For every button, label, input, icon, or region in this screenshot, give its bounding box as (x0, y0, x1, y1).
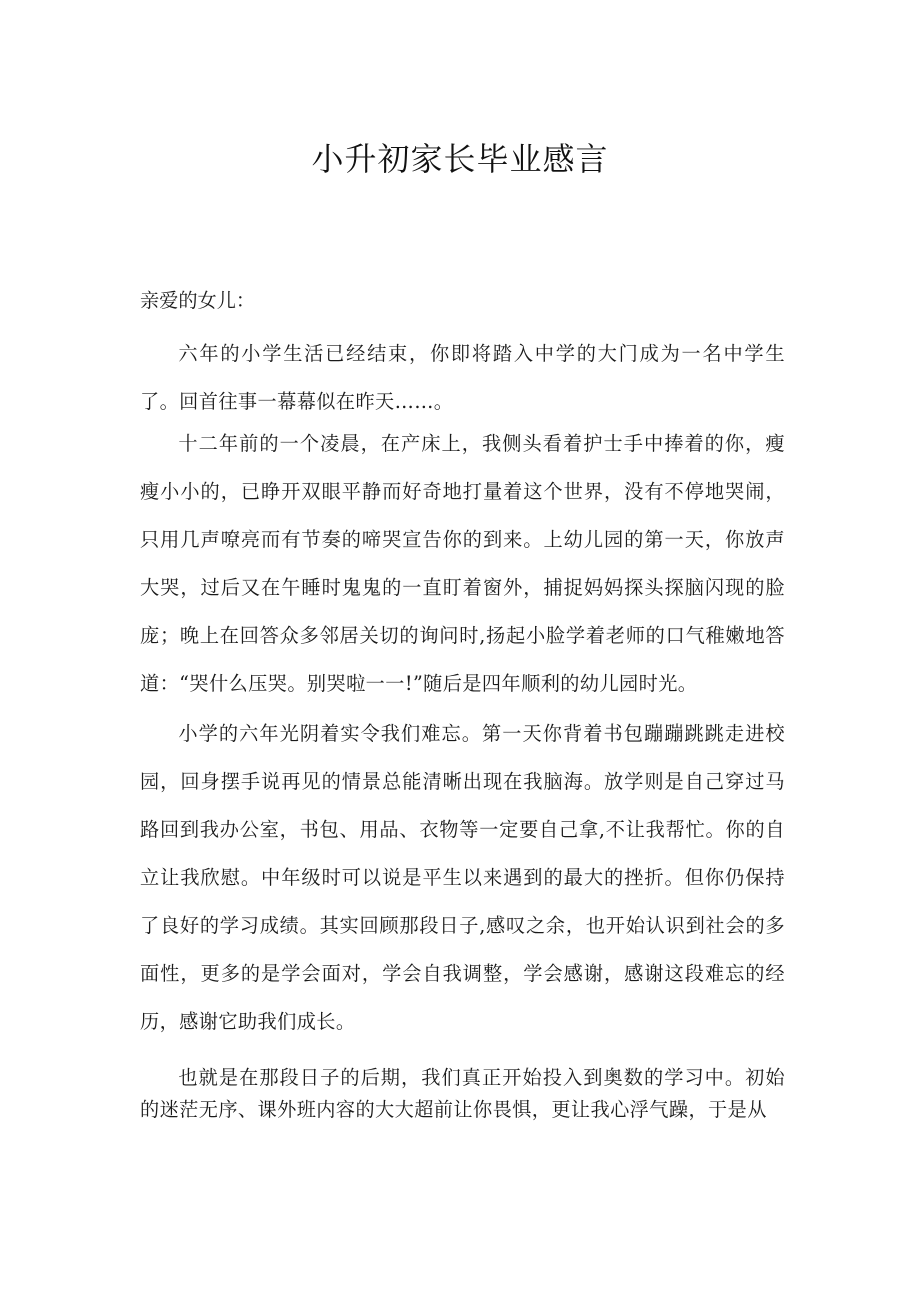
document-title: 小升初家长毕业感言 (311, 140, 609, 178)
paragraph-2: 十二年前的一个凌晨，在产床上，我侧头看着护士手中捧着的你，瘦瘦小小的，已睁开双眼平静而好奇地打量着这个世界，没有不停地哭闹，只用几声嘹亮而有节奏的啼哭宣告你的到来。上幼儿园的第一天，你放声大哭，过后又在午睡时鬼鬼的一直盯着窗外，捕捉妈妈探头探脑闪现的脸庞；晚上在回答众多邻居关切的询问时,扬起小脸学着老师的口气稚嫩地答道：“哭什么压哭。别哭啦一一!”随后是四年顺利的幼儿园时光。 (140, 432, 785, 695)
paragraph-4: 也就是在那段日子的后期，我们真正开始投入到奥数的学习中。初始的迷茫无序、课外班内容的大大超前让你畏惧，更让我心浮气躁，于是从 (140, 1066, 785, 1121)
paragraph-1: 六年的小学生活已经结束，你即将踏入中学的大门成为一名中学生了。回首往事一幕幕似在昨天……。 (140, 342, 785, 413)
paragraph-3: 小学的六年光阴着实令我们难忘。第一天你背着书包蹦蹦跳跳走进校园，回身摆手说再见的情景总能清晰出现在我脑海。放学则是自己穿过马路回到我办公室，书包、用品、衣物等一定要自己拿,不让我帮忙。你的自立让我欣慰。中年级时可以说是平生以来遇到的最大的挫折。但你仍保持了良好的学习成绩。其实回顾那段日子,感叹之余，也开始认识到社会的多面性，更多的是学会面对，学会自我调整，学会感谢，感谢这段难忘的经历，感谢它助我们成长。 (140, 722, 785, 1033)
salutation: 亲爱的女儿： (140, 289, 256, 312)
